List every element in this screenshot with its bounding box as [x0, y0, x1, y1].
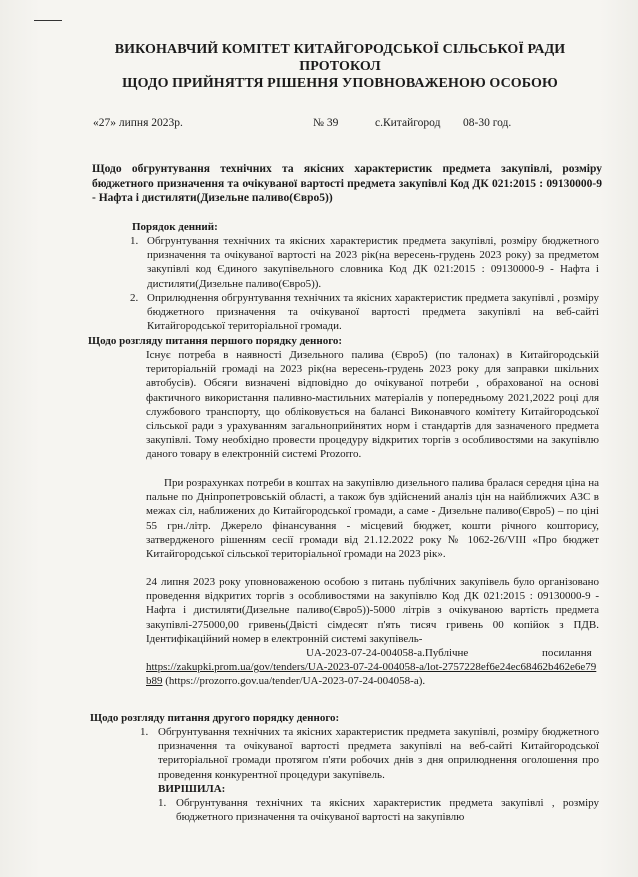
tender-description: 24 липня 2023 року уповноваженою особою з питань публічних закупівель було організовано проведення відкритих торгів з особливостями на закупівлю Код ДК 021:2015 : 09130000-9 - Нафта і дистиляти(Дизельне паливо(Євро5))-5000 літрів з очікуваною вартість предмета закупівлі-275000,00 гривень(Двісті сімдесят п'ять тисяч гривень 00 копійок з ПДВ. Ідентифікаційний номер в електронній системі закупівель- — [146, 576, 599, 645]
second-question-title: Щодо розгляду питання другого порядку денного: — [90, 712, 340, 724]
second-item-1-number: 1. — [140, 726, 149, 738]
agenda-title: Порядок денний: — [132, 221, 218, 233]
first-para-tender — [146, 575, 599, 646]
meta-date: «27» липня 2023р. — [93, 117, 183, 129]
agenda-item-1-number: 1. — [130, 235, 139, 247]
tender-link[interactable]: https://zakupki.prom.ua/gov/tenders/UA-2023-07-24-004058-a/lot-2757228ef6e24ec68462b462e6e79b89 — [146, 661, 597, 688]
link-label: посилання — [542, 647, 592, 659]
meta-place: с.Китайгород — [375, 117, 441, 129]
decided-label: ВИРІШИЛА: — [158, 783, 226, 795]
agenda-item-2: Оприлюднення обгрунтування технічних та якісних характеристик предмета закупівлі , розміру бюджетного призначення та очікуваної вартості предмета закупівлі на веб-сайті Китайгородської територіальної громади. — [147, 292, 599, 333]
meta-time: 08-30 год. — [463, 117, 512, 129]
agenda-item-1: Обгрунтування технічних та якісних характеристик предмета закупівлі, розміру бюджетного призначення та очікуваної вартості на 2023 рік(на вересень-грудень 2023 року) за предметом закупівлі код Єдиного закупівельного словника Код ДК 021:2015 : 09130000-9 - Нафта і дистиляти(Дизельне паливо(Євро5)). — [147, 235, 599, 290]
prozorro-link: (https://prozorro.gov.ua/tender/UA-2023-07-24-004058-a). — [162, 675, 426, 688]
document-header — [40, 41, 638, 92]
subject: Щодо обгрунтування технічних та якісних характеристик предмета закупівлі, розміру бюджетного призначення та очікуваної вартості предмета закупівлі Код ДК 021:2015 : 09130000-9 - Нафта і дистиляти(Дизельне паливо(Євро5)) — [92, 163, 602, 204]
header-committee: ВИКОНАВЧИЙ КОМІТЕТ КИТАЙГОРОДСЬКОЇ СІЛЬСЬКОЇ РАДИ — [114, 42, 566, 57]
header-purpose: ЩОДО ПРИЙНЯТТЯ РІШЕННЯ УПОВНОВАЖЕНОЮ ОСОБОЮ — [122, 76, 558, 91]
corner-mark — [34, 20, 62, 21]
first-question-title: Щодо розгляду питання першого порядку денного: — [88, 335, 343, 347]
header-protocol: ПРОТОКОЛ — [299, 59, 381, 74]
first-para-need: Існує потреба в наявності Дизельного палива (Євро5) (по талонах) в Китайгородській територіальній громаді на 2023 рік(на вересень-грудень 2023 року для заправки шкільних автобусів). Обсяги визначені відповідно до очікуваної потреби , обрахованої на основі фактичного використання паливно-мастильних матеріалів у попередньому 2021,2022 році для службового транспорту, що обліковується на балансі Виконавчого комітету Китайгородської сільської ради з урахуванням загальноприйнятих норм і стандартів для зазначеного предмета закупівлі. Тому необхідно провести процедуру відкритих торгів з особливостями на закупівлю даного товару в електронній системі Prozorro. — [146, 349, 599, 461]
tender-link-block — [146, 660, 599, 688]
first-para-pricing: При розрахунках потреби в коштах на закупівлю дизельного палива бралася середня ціна на пальне по Дніпропетровській області, а також був здійснений аналіз цін на найближчих АЗС в межах сіл, наближених до Китайгородської громади, а саме - Дизельне паливо(Євро5) – по ціні 55 грн./літр. Джерело фінансування - місцевий бюджет, кошти річного кошторису, затвердженого рішенням сесії громади від 21.12.2022 року № 1062-26/VIII «Про бюджет Китайгородської сільської територіальної громади на 2023 рік». — [146, 477, 599, 561]
agenda-item-2-number: 2. — [130, 292, 139, 304]
tender-id: UA-2023-07-24-004058-a.Публічне — [306, 647, 469, 659]
meta-number: № 39 — [313, 117, 339, 129]
decision-1: Обгрунтування технічних та якісних характеристик предмета закупівлі , розміру бюджетного призначення та очікуваної вартості на закупівлю — [176, 797, 599, 824]
decision-1-number: 1. — [158, 797, 167, 809]
second-item-1: Обгрунтування технічних та якісних характеристик предмета закупівлі, розміру бюджетного призначення та очікуваної вартості предмета закупівлі на веб-сайті Китайгородської територіальної громади протягом п'яти робочих днів з дня оприлюднення оголошення про проведення конкурентної процедури закупівель. — [158, 726, 599, 781]
